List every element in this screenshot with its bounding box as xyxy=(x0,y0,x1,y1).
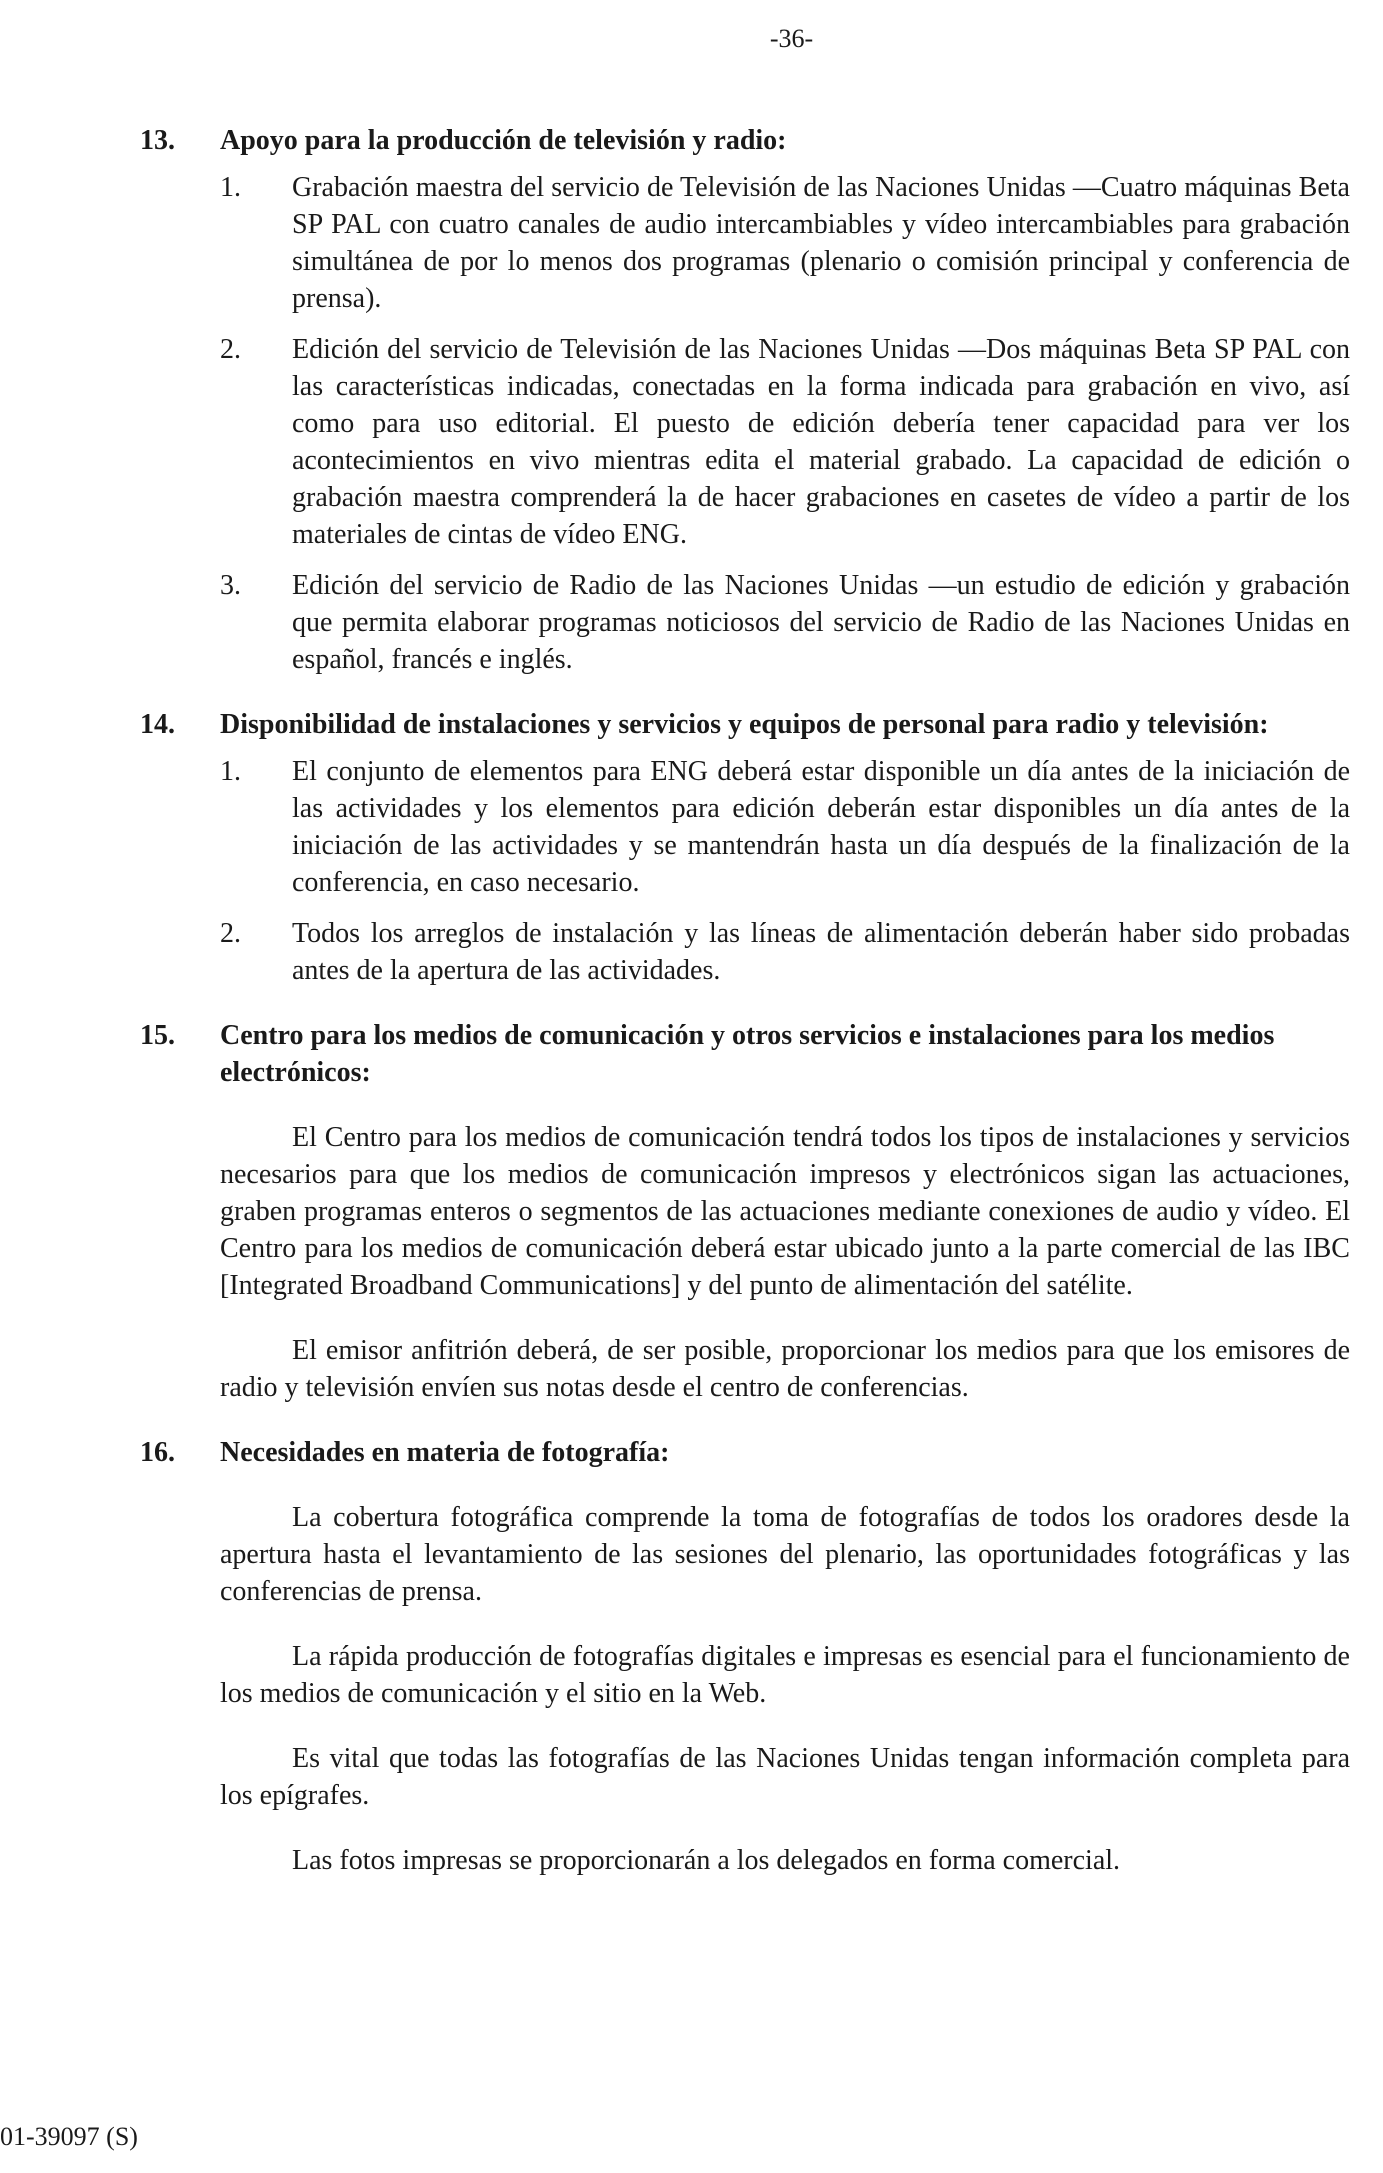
item-text: Grabación maestra del servicio de Televisión de las Naciones Unidas —Cuatro máquinas Beta SP PAL con cuatro canales de audio intercambiables y vídeo intercambiables para grabación simultánea de por lo menos dos programas (plenario o comisión principal y conferencia de prensa). xyxy=(292,172,1350,314)
section-heading xyxy=(140,706,1350,743)
item-number: 1. xyxy=(220,756,241,787)
section-title: Necesidades en materia de fotografía: xyxy=(220,1437,670,1468)
paragraph: La rápida producción de fotografías digitales e impresas es esencial para el funcionamiento de los medios de comunicación y el sitio en la Web. xyxy=(220,1641,1350,1709)
paragraph: El Centro para los medios de comunicación tendrá todos los tipos de instalaciones y servicios necesarios para que los medios de comunicación impresos y electrónicos sigan las actuaciones, graben programas enteros o segmentos de las actuaciones mediante conexiones de audio y vídeo. El Centro para los medios de comunicación deberá estar ubicado junto a la parte comercial de las IBC [Integrated Broadband Communications] y del punto de alimentación del satélite. xyxy=(220,1122,1350,1301)
item-text: Todos los arreglos de instalación y las líneas de alimentación deberán haber sido probadas antes de la apertura de las actividades. xyxy=(292,918,1350,986)
item-number: 1. xyxy=(220,172,241,203)
list-item xyxy=(220,915,1350,989)
section-number: 14. xyxy=(140,709,175,740)
document-body xyxy=(140,122,1350,1907)
section-number: 15. xyxy=(140,1020,175,1051)
section-13 xyxy=(140,122,1350,678)
list-item xyxy=(220,169,1350,317)
list-item xyxy=(220,567,1350,678)
section-heading xyxy=(140,1434,1350,1471)
item-number: 3. xyxy=(220,570,241,601)
section-14 xyxy=(140,706,1350,989)
item-number: 2. xyxy=(220,918,241,949)
section-number: 16. xyxy=(140,1437,175,1468)
paragraph: El emisor anfitrión deberá, de ser posible, proporcionar los medios para que los emisores de radio y televisión envíen sus notas desde el centro de conferencias. xyxy=(220,1335,1350,1403)
item-list xyxy=(220,169,1350,678)
document-code: 01-39097 (S) xyxy=(0,2122,138,2151)
section-title: Disponibilidad de instalaciones y servicios y equipos de personal para radio y televisión: xyxy=(220,709,1269,740)
section-heading xyxy=(140,1017,1350,1091)
list-item xyxy=(220,753,1350,901)
section-number: 13. xyxy=(140,125,175,156)
paragraph: La cobertura fotográfica comprende la toma de fotografías de todos los oradores desde la apertura hasta el levantamiento de las sesiones del plenario, las oportunidades fotográficas y las conferencias de prensa. xyxy=(220,1502,1350,1607)
item-text: Edición del servicio de Televisión de las Naciones Unidas —Dos máquinas Beta SP PAL con las características indicadas, conectadas en la forma indicada para grabación en vivo, así como para uso editorial. El puesto de edición debería tener capacidad para ver los acontecimientos en vivo mientras edita el material grabado. La capacidad de edición o grabación maestra comprenderá la de hacer grabaciones en casetes de vídeo a partir de los materiales de cintas de vídeo ENG. xyxy=(292,334,1350,550)
paragraph: Es vital que todas las fotografías de las Naciones Unidas tengan información completa para los epígrafes. xyxy=(220,1743,1350,1811)
item-number: 2. xyxy=(220,334,241,365)
paragraph: Las fotos impresas se proporcionarán a los delegados en forma comercial. xyxy=(292,1845,1121,1876)
section-15 xyxy=(140,1017,1350,1406)
section-title: Centro para los medios de comunicación y otros servicios e instalaciones para los medios electrónicos: xyxy=(220,1020,1275,1088)
section-title: Apoyo para la producción de televisión y radio: xyxy=(220,125,787,156)
page-number: -36- xyxy=(769,24,814,53)
item-list xyxy=(220,753,1350,989)
list-item xyxy=(220,331,1350,553)
item-text: El conjunto de elementos para ENG deberá estar disponible un día antes de la iniciación de las actividades y los elementos para edición deberán estar disponibles un día antes de la iniciación de las actividades y se mantendrán hasta un día después de la finalización de la conferencia, en caso necesario. xyxy=(292,756,1350,898)
section-16 xyxy=(140,1434,1350,1879)
item-text: Edición del servicio de Radio de las Naciones Unidas —un estudio de edición y grabación que permita elaborar programas noticiosos del servicio de Radio de las Naciones Unidas en español, francés e inglés. xyxy=(292,570,1350,675)
section-heading xyxy=(140,122,1350,159)
